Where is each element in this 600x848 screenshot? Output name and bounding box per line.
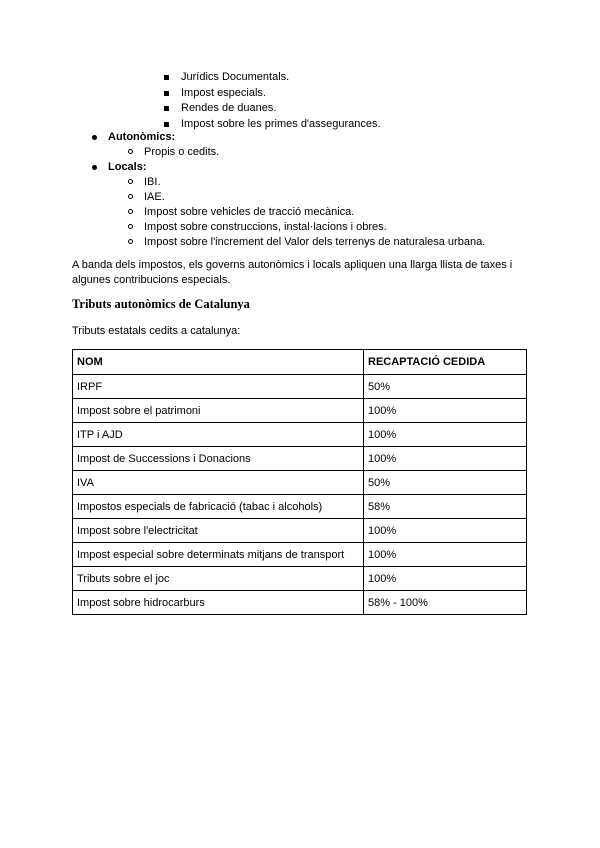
section-title: Tributs autonòmics de Catalunya: [72, 297, 250, 311]
circle-bullet-icon: [128, 209, 133, 214]
list-item: IBI.: [90, 175, 485, 190]
tax-name-cell: IVA: [73, 471, 364, 495]
autonomics-section: [90, 130, 219, 160]
revenue-cell: 100%: [364, 399, 527, 423]
list-item: [162, 70, 381, 86]
revenue-cell: 58%: [364, 495, 527, 519]
tax-name-cell: Impost sobre l'electricitat: [73, 519, 364, 543]
revenue-cell: 100%: [364, 567, 527, 591]
circle-bullet-icon: [128, 239, 133, 244]
circle-bullet-icon: [128, 179, 133, 184]
revenue-cell: 100%: [364, 423, 527, 447]
square-bullet-icon: [164, 106, 169, 111]
square-bullet-icon: [164, 75, 169, 80]
table-row: [73, 375, 527, 399]
tax-name-cell: Impost sobre hidrocarburs: [73, 591, 364, 615]
list-item: Impost sobre construccions, instal·lacions i obres.: [90, 220, 485, 235]
table-row: [73, 447, 527, 471]
tax-name-cell: ITP i AJD: [73, 423, 364, 447]
tax-table: [72, 349, 527, 615]
list-item-text: Impost sobre les primes d'assegurances.: [181, 117, 381, 130]
tax-name-cell: Impost especial sobre determinats mitjans de transport: [73, 543, 364, 567]
tax-name-cell: Impostos especials de fabricació (tabac i alcohols): [73, 495, 364, 519]
revenue-cell: 100%: [364, 543, 527, 567]
table-row: [73, 543, 527, 567]
table-intro: Tributs estatals cedits a catalunya:: [72, 325, 241, 337]
disc-bullet-icon: [92, 165, 97, 170]
table-row: [73, 519, 527, 543]
locals-section: [90, 160, 485, 250]
revenue-cell: 58% - 100%: [364, 591, 527, 615]
square-bullet-icon: [164, 91, 169, 96]
autonomics-heading: Autonòmics:: [90, 130, 219, 145]
autonomics-list: [90, 145, 219, 160]
revenue-cell: 100%: [364, 519, 527, 543]
table-row: [73, 495, 527, 519]
disc-bullet-icon: [92, 135, 97, 140]
tax-name-cell: Tributs sobre el joc: [73, 567, 364, 591]
column-header-name: NOM: [73, 350, 364, 375]
list-item-text: Rendes de duanes.: [181, 102, 277, 114]
list-item: Impost sobre l'increment del Valor dels terrenys de naturalesa urbana.: [90, 235, 485, 250]
circle-bullet-icon: [128, 149, 133, 154]
tax-name-cell: Impost sobre el patrimoni: [73, 399, 364, 423]
body-paragraph: A banda dels impostos, els governs autonòmics i locals apliquen una llarga llista de taxes i algunes contribucions especials.: [72, 259, 513, 286]
list-item: [162, 101, 381, 117]
table-row: [73, 567, 527, 591]
table-row: [73, 399, 527, 423]
tax-name-cell: Impost de Successions i Donacions: [73, 447, 364, 471]
list-item-text: Jurídics Documentals.: [181, 71, 290, 83]
revenue-cell: 50%: [364, 375, 527, 399]
list-item: Impost sobre vehicles de tracció mecànica.: [90, 205, 485, 220]
table-row: [73, 471, 527, 495]
table-row: [73, 423, 527, 447]
list-item: IAE.: [90, 190, 485, 205]
circle-bullet-icon: [128, 224, 133, 229]
list-item-text: Impost especials.: [181, 86, 266, 99]
table-row: [73, 591, 527, 615]
circle-bullet-icon: [128, 194, 133, 199]
list-item: [162, 86, 381, 102]
tax-name-cell: IRPF: [73, 375, 364, 399]
revenue-cell: 50%: [364, 471, 527, 495]
table-header-row: [73, 350, 527, 375]
locals-heading: Locals:: [90, 160, 485, 175]
square-bullet-icon: [164, 122, 169, 127]
column-header-revenue: RECAPTACIÓ CEDIDA: [364, 350, 527, 375]
revenue-cell: 100%: [364, 447, 527, 471]
list-item: Propis o cedits.: [90, 145, 219, 160]
locals-list: [90, 175, 485, 250]
sub-tax-list: [162, 70, 381, 132]
